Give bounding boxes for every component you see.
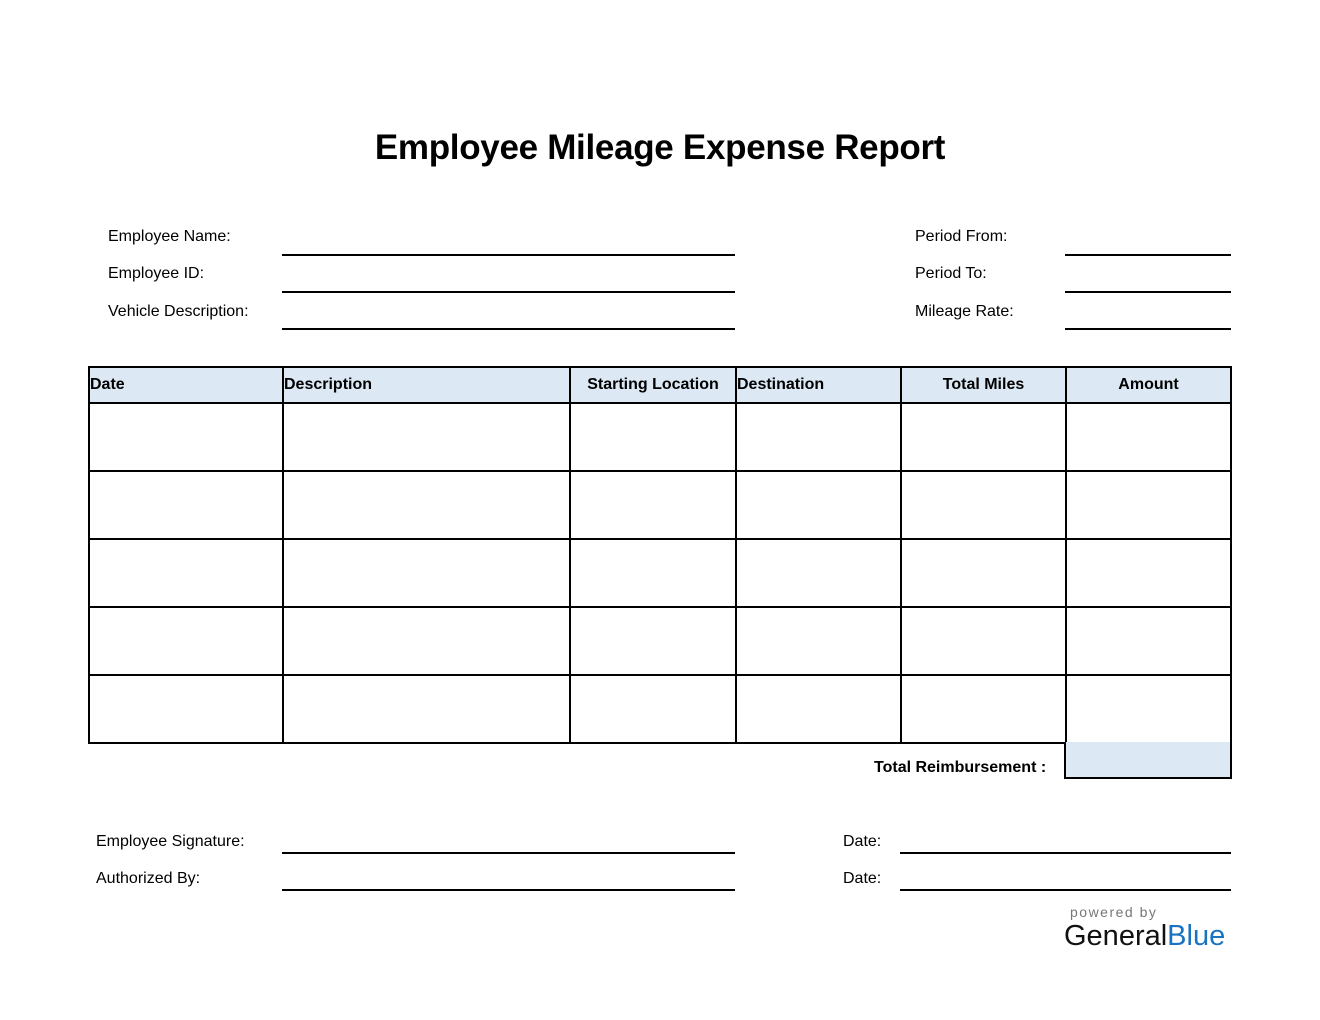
cell-description[interactable]	[283, 539, 570, 607]
table-row	[89, 675, 1231, 743]
total-reimbursement-label: Total Reimbursement :	[874, 759, 1047, 776]
cell-starting-location[interactable]	[570, 471, 736, 539]
column-header-starting-location: Starting Location	[570, 367, 736, 403]
total-reimbursement-field[interactable]	[1064, 742, 1232, 779]
table-row	[89, 403, 1231, 471]
brand-general: General	[1064, 920, 1168, 952]
cell-destination[interactable]	[736, 675, 901, 743]
authorized-by-label: Authorized By:	[96, 870, 201, 887]
cell-total-miles[interactable]	[901, 675, 1066, 743]
employee-signature-field[interactable]	[282, 852, 735, 854]
employee-id-label: Employee ID:	[108, 265, 205, 282]
cell-total-miles[interactable]	[901, 471, 1066, 539]
authorized-by-field[interactable]	[282, 889, 735, 891]
column-header-amount: Amount	[1066, 367, 1231, 403]
employee-signature-date-label: Date:	[843, 833, 882, 850]
cell-destination[interactable]	[736, 403, 901, 471]
cell-destination[interactable]	[736, 539, 901, 607]
cell-date[interactable]	[89, 539, 283, 607]
period-to-field[interactable]	[1065, 291, 1231, 293]
cell-starting-location[interactable]	[570, 539, 736, 607]
mileage-table	[88, 366, 1232, 744]
table-row	[89, 539, 1231, 607]
cell-total-miles[interactable]	[901, 607, 1066, 675]
employee-signature-date-field[interactable]	[900, 852, 1231, 854]
cell-date[interactable]	[89, 607, 283, 675]
column-header-date: Date	[89, 367, 283, 403]
cell-amount[interactable]	[1066, 471, 1231, 539]
cell-amount[interactable]	[1066, 539, 1231, 607]
cell-description[interactable]	[283, 675, 570, 743]
column-header-destination: Destination	[736, 367, 901, 403]
vehicle-description-field[interactable]	[282, 328, 735, 330]
cell-description[interactable]	[283, 607, 570, 675]
authorized-by-date-field[interactable]	[900, 889, 1231, 891]
cell-destination[interactable]	[736, 471, 901, 539]
document-title: Employee Mileage Expense Report	[374, 128, 946, 167]
period-from-label: Period From:	[915, 228, 1008, 245]
powered-by-text: powered by	[1070, 904, 1158, 920]
cell-starting-location[interactable]	[570, 607, 736, 675]
cell-total-miles[interactable]	[901, 403, 1066, 471]
employee-id-field[interactable]	[282, 291, 735, 293]
vehicle-description-label: Vehicle Description:	[108, 303, 249, 320]
cell-amount[interactable]	[1066, 403, 1231, 471]
cell-total-miles[interactable]	[901, 539, 1066, 607]
employee-name-field[interactable]	[282, 254, 735, 256]
cell-destination[interactable]	[736, 607, 901, 675]
cell-starting-location[interactable]	[570, 403, 736, 471]
table-header-row	[89, 367, 1231, 403]
column-header-total-miles: Total Miles	[901, 367, 1066, 403]
column-header-description: Description	[283, 367, 570, 403]
mileage-rate-field[interactable]	[1065, 328, 1231, 330]
table-row	[89, 607, 1231, 675]
cell-description[interactable]	[283, 403, 570, 471]
period-to-label: Period To:	[915, 265, 987, 282]
cell-date[interactable]	[89, 471, 283, 539]
cell-starting-location[interactable]	[570, 675, 736, 743]
table-row	[89, 471, 1231, 539]
employee-signature-label: Employee Signature:	[96, 833, 245, 850]
cell-date[interactable]	[89, 403, 283, 471]
cell-date[interactable]	[89, 675, 283, 743]
employee-name-label: Employee Name:	[108, 228, 231, 245]
period-from-field[interactable]	[1065, 254, 1231, 256]
cell-amount[interactable]	[1066, 607, 1231, 675]
brand-blue: Blue	[1167, 920, 1226, 952]
authorized-by-date-label: Date:	[843, 870, 882, 887]
generalblue-logo	[1064, 920, 1225, 953]
mileage-rate-label: Mileage Rate:	[915, 303, 1014, 320]
cell-description[interactable]	[283, 471, 570, 539]
cell-amount[interactable]	[1066, 675, 1231, 743]
